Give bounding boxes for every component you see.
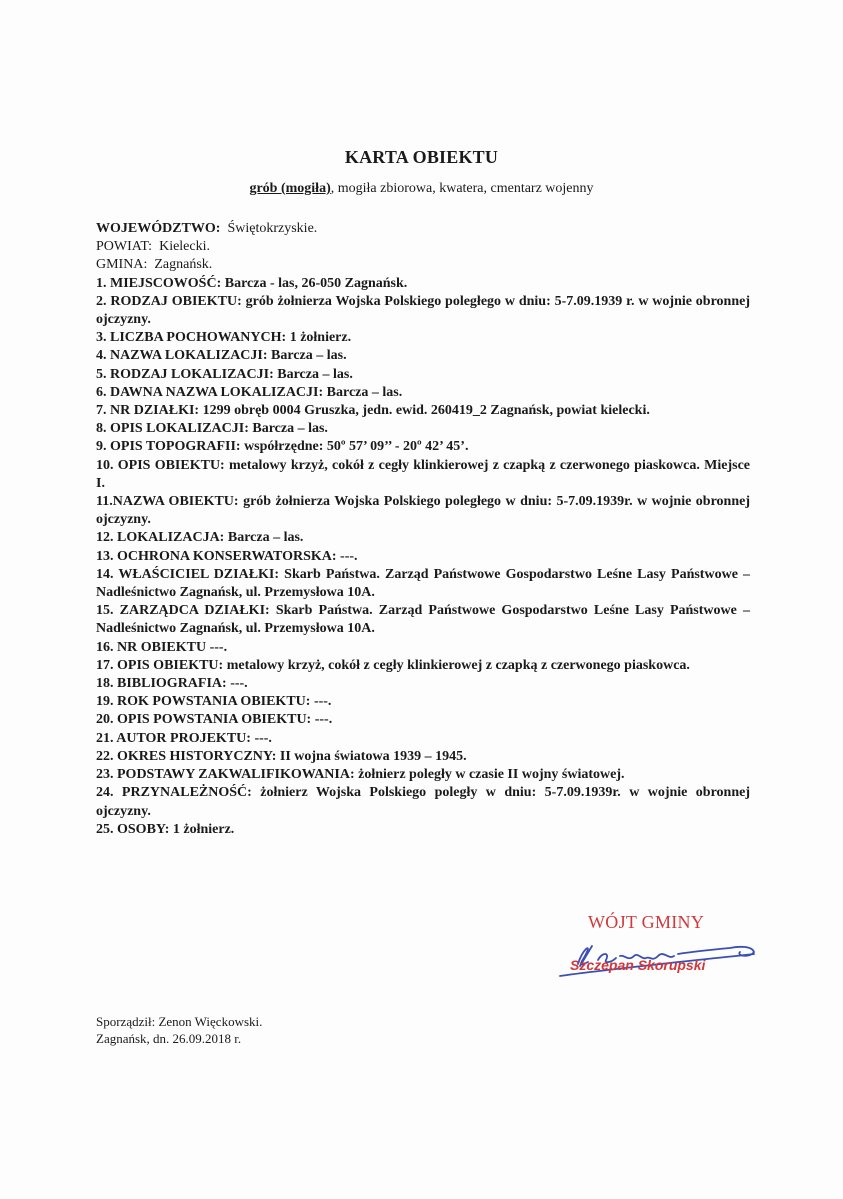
item-label: 19. ROK POWSTANIA OBIEKTU:: [96, 694, 311, 710]
place-date: Zagnańsk, dn. 26.09.2018 r.: [96, 1031, 242, 1046]
field-district: [96, 238, 750, 256]
item-value: Skarb Państwa. Zarząd Państwowe Gospodarstwo Leśne Lasy Państwowe – Nadleśnictwo Zagnańsk, ul. Przemysłowa 10A.: [96, 603, 750, 637]
item-value: grób żołnierza Wojska Polskiego poległego w dniu: 5-7.09.1939r. w wojnie obronnej ojczyzny.: [96, 494, 750, 528]
item-value: Barcza – las.: [252, 421, 328, 437]
item-value: Barcza – las.: [271, 348, 347, 364]
item-label: 23. PODSTAWY ZAKWALIFIKOWANIA:: [96, 767, 355, 783]
list-item: [96, 438, 750, 456]
item-value: współrzędne: 50º 57’ 09’’ - 20º 42’ 45’.: [244, 439, 469, 455]
item-value: ---.: [314, 712, 333, 728]
list-item: [96, 493, 750, 529]
field-commune: [96, 256, 750, 274]
item-label: 13. OCHRONA KONSERWATORSKA:: [96, 548, 337, 564]
item-value: metalowy krzyż, cokół z cegły klinkierowej z czapką z czerwonego piaskowca. Miejsce I.: [96, 457, 751, 491]
list-item: [96, 402, 750, 420]
document-subtitle: [0, 181, 843, 197]
field-label: WOJEWÓDZTWO:: [96, 221, 221, 236]
field-value: Świętokrzyskie.: [227, 221, 318, 236]
item-label: 21. AUTOR PROJEKTU:: [96, 730, 251, 746]
item-label: 1. MIEJSCOWOŚĆ:: [96, 275, 222, 291]
item-label: 17. OPIS OBIEKTU:: [96, 657, 224, 673]
stamp-name: Szczepan Skorupski: [570, 957, 706, 973]
list-item: [96, 602, 750, 638]
item-label: 9. OPIS TOPOGRAFII:: [96, 439, 241, 455]
list-item: [96, 457, 750, 493]
list-item: [96, 566, 750, 602]
item-value: ---.: [313, 694, 332, 710]
item-value: Barcza - las, 26-050 Zagnańsk.: [224, 275, 408, 291]
list-item: [96, 275, 750, 293]
list-item: [96, 693, 750, 711]
list-item: [96, 821, 750, 839]
item-value: ---.: [340, 548, 358, 564]
item-label: 8. OPIS LOKALIZACJI:: [96, 421, 249, 437]
list-item: [96, 366, 750, 384]
item-label: 18. BIBLIOGRAFIA:: [96, 676, 227, 692]
item-label: 25. OSOBY:: [96, 821, 170, 837]
numbered-items: [96, 275, 750, 839]
signature-stamp: [540, 912, 780, 982]
list-item: [96, 384, 750, 402]
item-label: 3. LICZBA POCHOWANYCH:: [96, 330, 287, 346]
item-label: 5. RODZAJ LOKALIZACJI:: [96, 366, 274, 382]
list-item: [96, 548, 750, 566]
list-item: [96, 711, 750, 729]
item-label: 20. OPIS POWSTANIA OBIEKTU:: [96, 712, 312, 728]
item-label: 7. NR DZIAŁKI:: [96, 403, 200, 419]
item-value: 1 żołnierz.: [172, 821, 235, 837]
item-label: 14. WŁAŚCICIEL DZIAŁKI:: [96, 566, 280, 582]
item-value: Skarb Państwa. Zarząd Państwowe Gospodarstwo Leśne Lasy Państwowe – Nadleśnictwo Zagnańsk, ul. Przemysłowa 10A.: [96, 566, 750, 601]
item-label: 11.NAZWA OBIEKTU:: [96, 494, 239, 510]
item-label: 4. NAZWA LOKALIZACJI:: [96, 348, 268, 364]
list-item: [96, 420, 750, 438]
item-value: grób żołnierza Wojska Polskiego poległego w dniu: 5-7.09.1939 r. w wojnie obronnej ojczyzny.: [96, 293, 750, 328]
object-fields: [96, 220, 750, 839]
field-value: Zagnańsk.: [154, 257, 213, 273]
item-value: żołnierz Wojska Polskiego poległy w dniu: 5-7.09.1939r. w wojnie obronnej ojczyzny.: [96, 785, 751, 819]
subtitle-highlight: grób (mogiła): [249, 181, 331, 196]
item-value: Barcza – las.: [326, 384, 403, 400]
list-item: [96, 675, 750, 693]
list-item: [96, 748, 750, 766]
subtitle-rest: , mogiła zbiorowa, kwatera, cmentarz wojenny: [330, 181, 594, 196]
stamp-title: WÓJT GMINY: [588, 912, 705, 932]
item-label: 10. OPIS OBIEKTU:: [96, 457, 225, 473]
list-item: [96, 529, 750, 547]
item-label: 16. NR OBIEKTU: [96, 639, 207, 655]
list-item: [96, 293, 750, 329]
item-value: 1299 obręb 0004 Gruszka, jedn. ewid. 260419_2 Zagnańsk, powiat kielecki.: [202, 403, 650, 419]
document-footer: [96, 1013, 262, 1047]
item-value: ---.: [209, 639, 228, 655]
field-value: Kielecki.: [159, 239, 210, 255]
document-title: KARTA OBIEKTU: [344, 147, 499, 167]
item-value: Barcza – las.: [277, 366, 353, 382]
prepared-by: Sporządził: Zenon Więckowski.: [96, 1014, 263, 1029]
item-value: metalowy krzyż, cokół z cegły klinkierowej z czapką z czerwonego piaskowca.: [226, 657, 690, 673]
list-item: [96, 784, 750, 820]
list-item: [96, 730, 750, 748]
item-value: 1 żołnierz.: [289, 330, 352, 346]
item-label: 22. OKRES HISTORYCZNY:: [96, 748, 277, 764]
item-label: 6. DAWNA NAZWA LOKALIZACJI:: [96, 384, 324, 400]
list-item: [96, 347, 750, 365]
item-label: 15. ZARZĄDCA DZIAŁKI:: [96, 603, 270, 619]
item-value: żołnierz poległy w czasie II wojny światowej.: [358, 767, 625, 783]
item-value: ---.: [230, 676, 248, 692]
field-label: GMINA:: [96, 257, 148, 273]
field-label: POWIAT:: [96, 239, 153, 255]
item-value: Barcza – las.: [227, 530, 304, 546]
item-label: 24. PRZYNALEŻNOŚĆ:: [96, 785, 252, 801]
item-value: II wojna światowa 1939 – 1945.: [279, 748, 467, 764]
item-value: ---.: [254, 730, 272, 746]
item-label: 12. LOKALIZACJA:: [96, 530, 225, 546]
list-item: [96, 639, 750, 657]
field-voivodeship: [96, 220, 750, 238]
list-item: [96, 329, 750, 347]
list-item: [96, 657, 750, 675]
list-item: [96, 766, 750, 784]
item-label: 2. RODZAJ OBIEKTU:: [96, 293, 242, 309]
